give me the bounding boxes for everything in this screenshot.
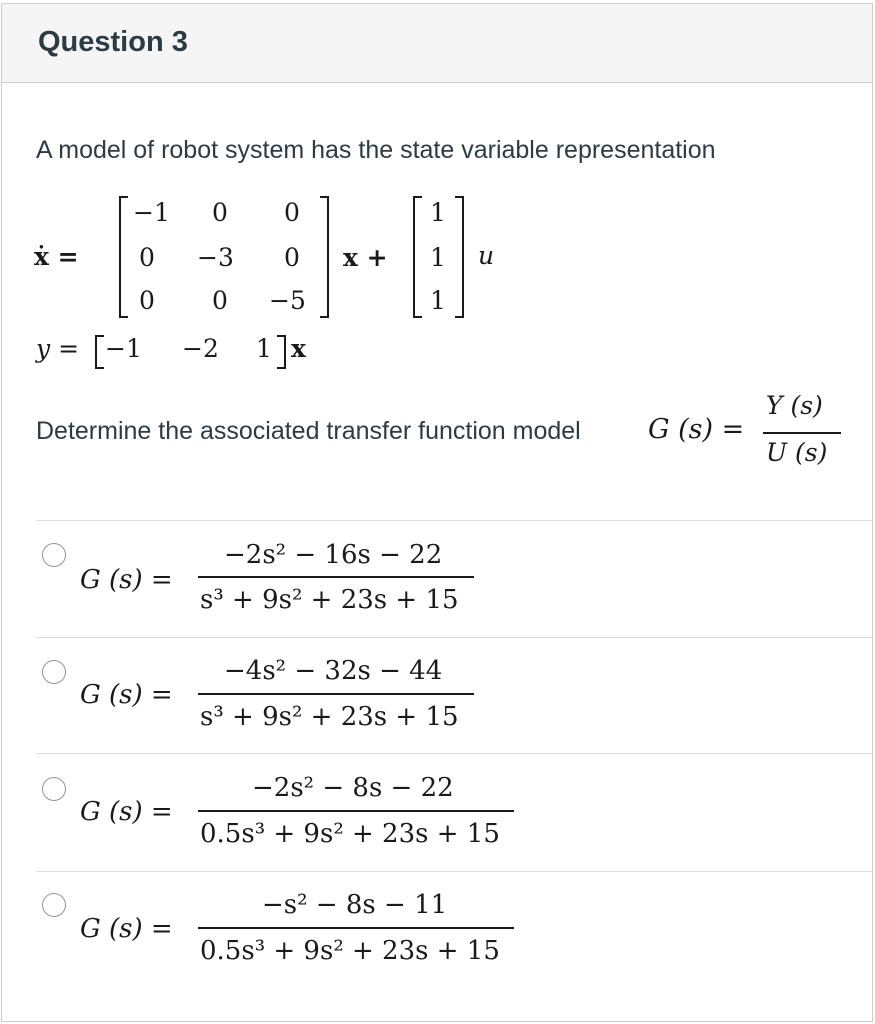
option-lhs: G (s) = xyxy=(80,680,173,710)
option-denominator: 0.5s³ + 9s² + 23s + 15 xyxy=(200,819,500,849)
option-numerator: −2s² − 16s − 22 xyxy=(224,540,443,570)
option-fraction-bar xyxy=(198,810,514,812)
matrix-b-cell: 1 xyxy=(430,198,446,227)
option-lhs: G (s) = xyxy=(80,565,173,595)
state-u: u xyxy=(478,241,495,270)
matrix-a-cell: 0 xyxy=(284,243,300,272)
matrix-c-cell: −2 xyxy=(182,334,219,363)
option-denominator: s³ + 9s² + 23s + 15 xyxy=(200,702,459,732)
matrix-c-cell: 1 xyxy=(256,334,272,363)
question-title: Question 3 xyxy=(38,26,188,58)
radio-button[interactable] xyxy=(42,543,66,567)
matrix-c-left-bracket xyxy=(95,335,104,369)
radio-button[interactable] xyxy=(42,660,66,684)
option-fraction-bar xyxy=(198,927,514,929)
question-prompt: Determine the associated transfer function model xyxy=(36,417,581,445)
option-numerator: −s² − 8s − 11 xyxy=(262,890,448,920)
output-x: x xyxy=(291,334,306,363)
matrix-a-cell: 0 xyxy=(284,198,300,227)
question-header xyxy=(2,4,872,83)
option-numerator: −2s² − 8s − 22 xyxy=(252,773,454,803)
divider xyxy=(36,637,874,638)
option-lhs: G (s) = xyxy=(80,797,173,827)
state-lhs: ẋ = xyxy=(34,242,79,271)
matrix-a-cell: −5 xyxy=(269,286,306,315)
matrix-a-cell: 0 xyxy=(139,243,155,272)
option-denominator: s³ + 9s² + 23s + 15 xyxy=(200,585,459,615)
prompt-tf-lhs: G (s) = xyxy=(648,414,745,445)
matrix-b-cell: 1 xyxy=(430,286,446,315)
state-x-plus: x + xyxy=(343,243,388,272)
matrix-b-cell: 1 xyxy=(430,243,446,272)
prompt-tf-num: Y (s) xyxy=(766,391,823,420)
matrix-a-cell: 0 xyxy=(212,286,228,315)
matrix-a-cell: −1 xyxy=(133,198,170,227)
question-intro: A model of robot system has the state variable representation xyxy=(36,136,716,164)
radio-button[interactable] xyxy=(42,777,66,801)
matrix-a-cell: −3 xyxy=(197,243,234,272)
option-denominator: 0.5s³ + 9s² + 23s + 15 xyxy=(200,936,500,966)
matrix-a-cell: 0 xyxy=(212,198,228,227)
radio-button[interactable] xyxy=(42,893,66,917)
divider xyxy=(36,520,874,521)
prompt-fraction-bar xyxy=(763,432,841,434)
matrix-a-cell: 0 xyxy=(139,286,155,315)
matrix-b-left-bracket xyxy=(413,196,422,318)
option-fraction-bar xyxy=(198,576,474,578)
matrix-c-cell: −1 xyxy=(105,334,142,363)
matrix-b-right-bracket xyxy=(455,196,464,318)
option-lhs: G (s) = xyxy=(80,914,173,944)
matrix-a-right-bracket xyxy=(320,196,329,318)
option-numerator: −4s² − 32s − 44 xyxy=(224,656,443,686)
matrix-a-left-bracket xyxy=(119,196,128,318)
matrix-c-right-bracket xyxy=(277,335,286,369)
prompt-tf-den: U (s) xyxy=(766,438,828,467)
divider xyxy=(36,753,874,754)
divider xyxy=(36,871,874,872)
output-lhs: y = xyxy=(36,334,80,363)
option-fraction-bar xyxy=(198,693,474,695)
